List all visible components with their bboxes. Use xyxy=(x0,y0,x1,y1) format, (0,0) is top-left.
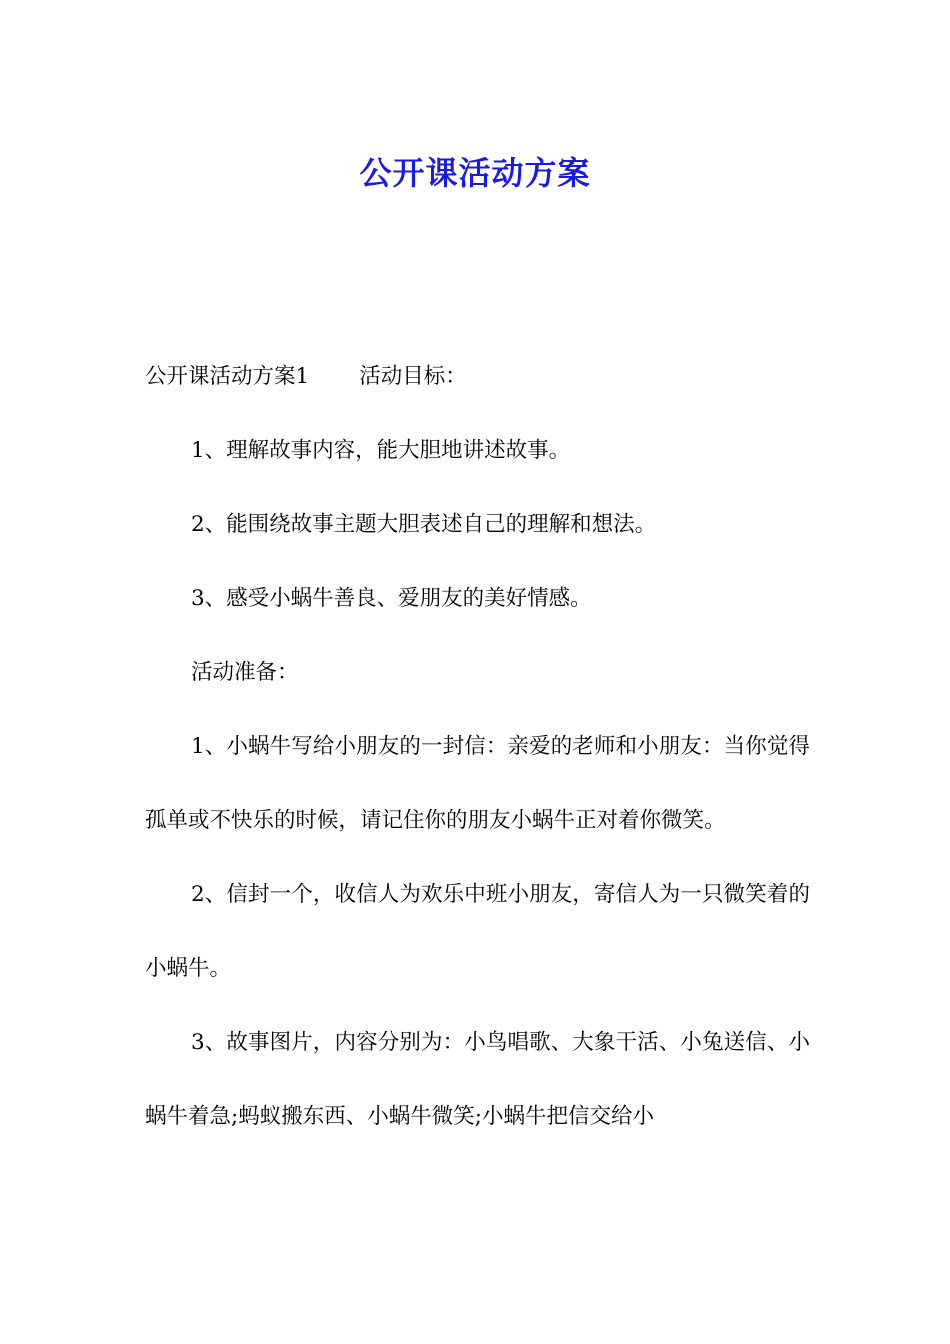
prep-heading: 活动准备： xyxy=(191,660,299,685)
prep-item-3: 3、故事图片，内容分别为：小鸟唱歌、大象干活、小兔送信、小蜗牛着急;蚂蚁搬东西、小蜗牛微笑;小蜗牛把信交给小 xyxy=(145,1030,810,1129)
goals-heading: 活动目标： xyxy=(359,364,467,389)
goal-item-1: 1、理解故事内容，能大胆地讲述故事。 xyxy=(191,438,571,463)
prep-item-2: 2、信封一个，收信人为欢乐中班小朋友，寄信人为一只微笑着的小蜗牛。 xyxy=(145,882,810,981)
document-title: 公开课活动方案 xyxy=(359,154,591,193)
document-body xyxy=(145,340,810,1154)
section-heading: 公开课活动方案1 xyxy=(145,364,310,389)
prep-item-1: 1、小蜗牛写给小朋友的一封信：亲爱的老师和小朋友：当你觉得孤单或不快乐的时候，请记住你的朋友小蜗牛正对着你微笑。 xyxy=(145,734,810,833)
goal-item-3: 3、感受小蜗牛善良、爱朋友的美好情感。 xyxy=(191,586,592,611)
goal-item-2: 2、能围绕故事主题大胆表述自己的理解和想法。 xyxy=(191,512,657,537)
section-heading-line xyxy=(145,340,810,414)
